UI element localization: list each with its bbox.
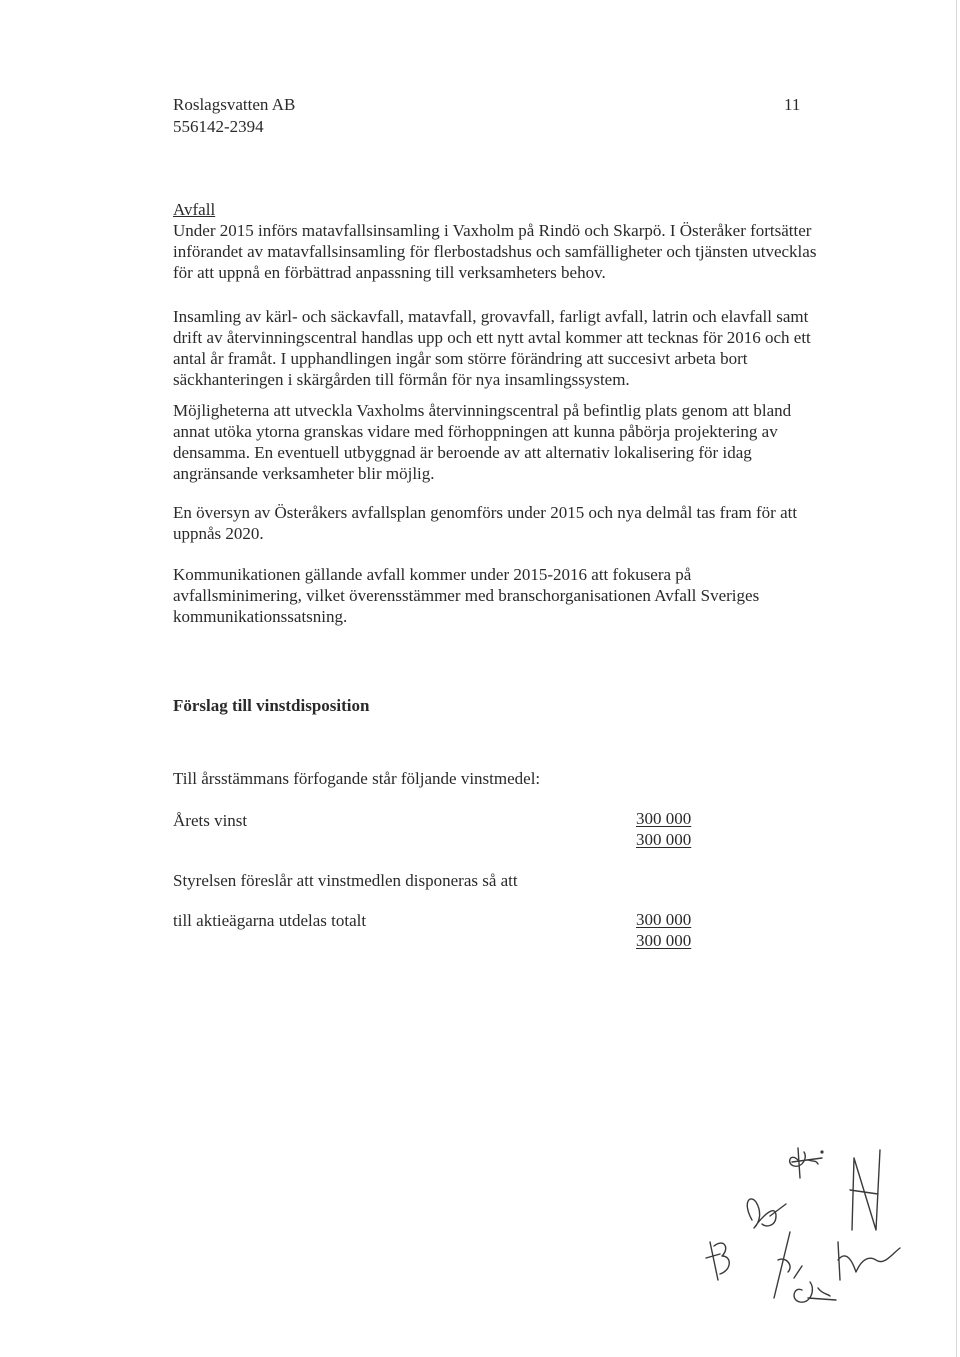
profit-intro: Till årsstämmans förfogande står följande vinstmedel: <box>173 769 541 788</box>
signature-mark-6 <box>838 1242 900 1280</box>
company-header <box>173 94 295 138</box>
signature-mark-1 <box>790 1148 822 1178</box>
dividend-label: till aktieägarna utdelas totalt <box>173 911 367 930</box>
waste-paragraph-3: Möjligheterna att utveckla Vaxholms återvinningscentral på befintlig plats genom att bland annat utöka ytorna granskas vidare med förhoppningen att kunna påbörja projektering av densamma. En eventuell utbyggnad är beroende av att alternativ lokalisering för idag angränsande verksamheter blir möjlig. <box>173 401 792 483</box>
profit-label: Årets vinst <box>173 811 248 830</box>
org-number: 556142-2394 <box>173 117 264 136</box>
waste-paragraph-4: En översyn av Österåkers avfallsplan genomförs under 2015 och nya delmål tas fram för att uppnås 2020. <box>173 503 798 543</box>
board-proposal: Styrelsen föreslår att vinstmedlen disponeras så att <box>173 871 518 890</box>
waste-paragraph-1: Under 2015 införs matavfallsinsamling i Vaxholm på Rindö och Skarpö. I Österåker fortsätter införandet av matavfallsinsamling för flerbostadshus och samfälligheter och tjänsten utvecklas för att uppnå en förbättrad anpassning till verksamheters behov. <box>173 221 817 282</box>
waste-heading: Avfall <box>173 200 216 219</box>
waste-paragraph-2: Insamling av kärl- och säckavfall, matavfall, grovavfall, farligt avfall, latrin och elavfall samt drift av återvinningscentral handlas upp och ett nytt avtal kommer att tecknas för 2016 och ett antal år framåt. I upphandlingen ingår som större förändring att succesivt arbeta bort säckhanteringen i skärgården till förmån för nya insamlingssystem. <box>173 307 811 389</box>
page-number: 11 <box>784 95 801 114</box>
scan-edge-line <box>956 0 957 1357</box>
handwritten-signatures <box>690 1130 920 1330</box>
signature-mark-7 <box>794 1282 836 1302</box>
profit-total: 300 000 <box>636 830 692 849</box>
signature-dot <box>820 1150 823 1153</box>
profit-disposition-heading: Förslag till vinstdisposition <box>173 696 370 715</box>
profit-amount: 300 000 <box>636 809 692 828</box>
waste-section <box>173 199 823 283</box>
signature-mark-5 <box>774 1232 802 1298</box>
company-name: Roslagsvatten AB <box>173 95 296 114</box>
signature-mark-2 <box>850 1150 880 1230</box>
dividend-total: 300 000 <box>636 931 692 950</box>
signature-mark-4 <box>706 1242 729 1280</box>
waste-paragraph-5: Kommunikationen gällande avfall kommer under 2015-2016 att fokusera på avfallsminimering, vilket överensstämmer med branschorganisationen Avfall Sveriges kommunikationssatsning. <box>173 565 760 626</box>
signature-mark-3 <box>747 1199 786 1228</box>
dividend-amount: 300 000 <box>636 910 692 929</box>
